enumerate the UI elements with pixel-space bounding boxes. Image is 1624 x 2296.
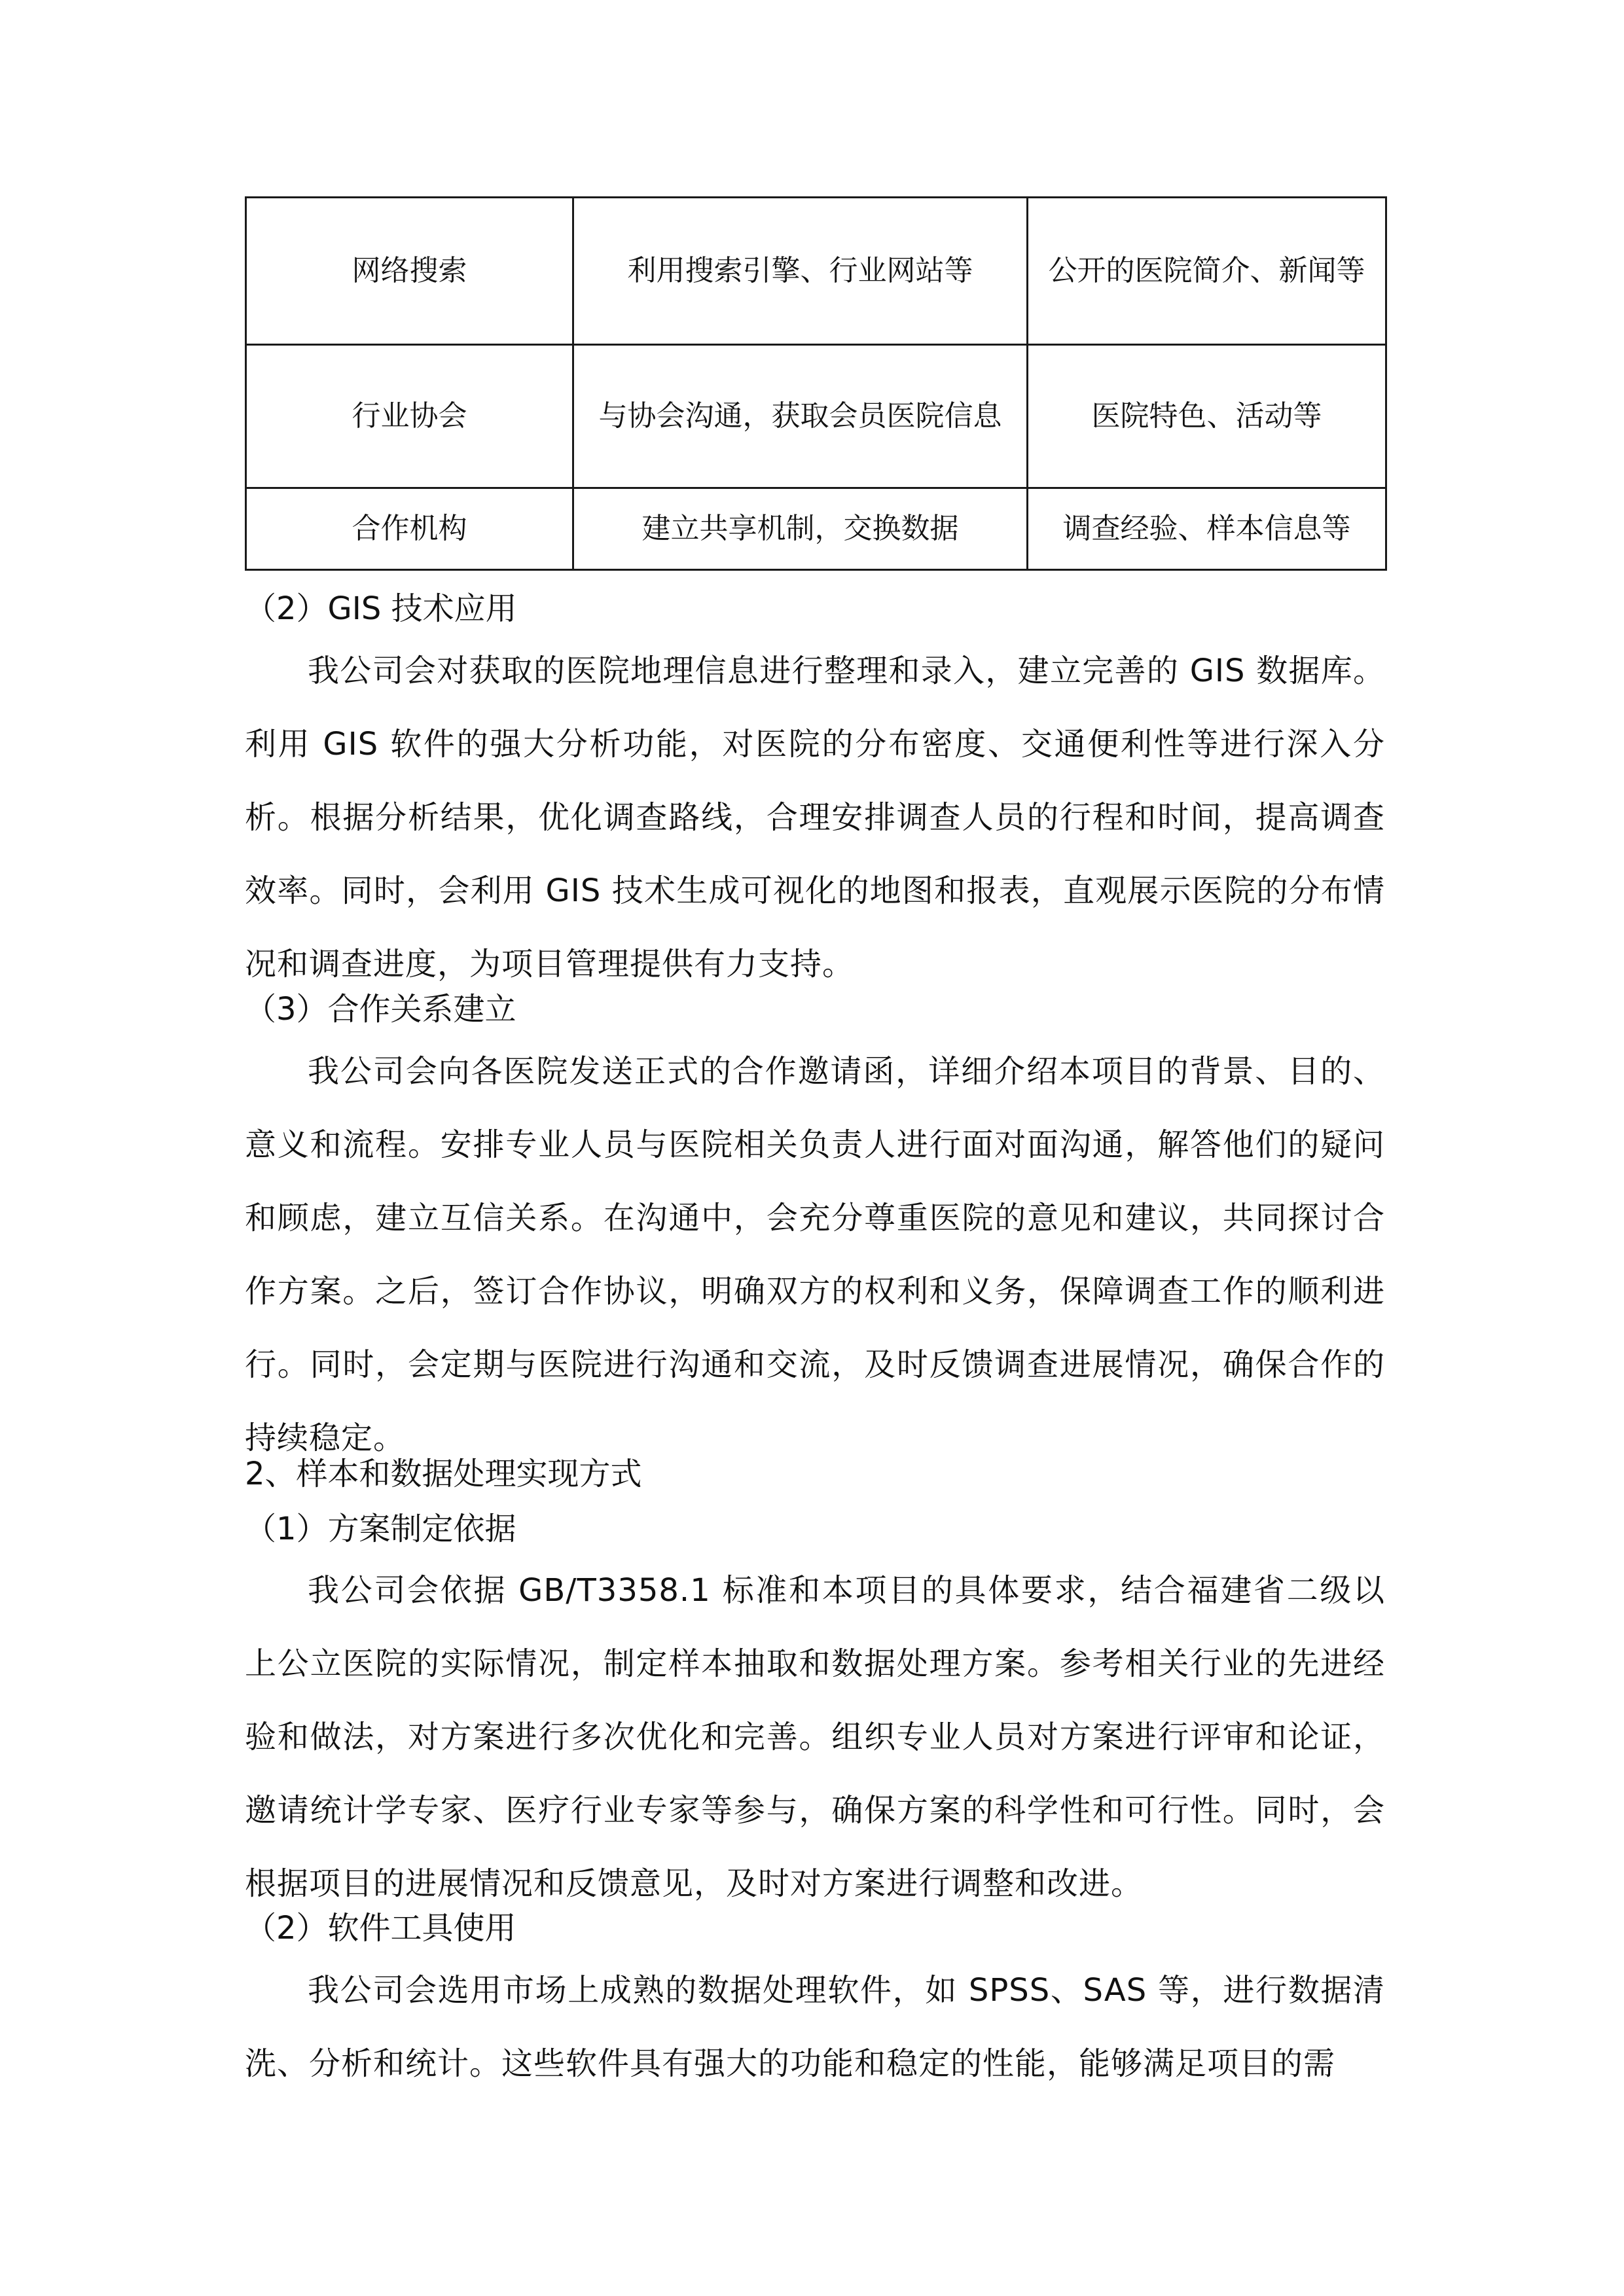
paragraph-cooperation: 我公司会向各医院发送正式的合作邀请函，详细介绍本项目的背景、目的、意义和流程。安排专业人员与医院相关负责人进行面对面沟通，解答他们的疑问和顾虑，建立互信关系。在沟通中，会充分尊重医院的意见和建议，共同探讨合作方案。之后，签订合作协议，明确双方的权利和义务，保障调查工作的顺利进行。同时，会定期与医院进行沟通和交流，及时反馈调查进展情况，确保合作的持续稳定。: [245, 1053, 1385, 1456]
table-cell-channel: 合作机构: [246, 488, 573, 570]
section-heading-gis: （2）GIS 技术应用: [245, 590, 517, 627]
table-cell-content: 医院特色、活动等: [1028, 345, 1386, 488]
section-heading-cooperation: （3）合作关系建立: [245, 991, 516, 1028]
table-cell-channel: 网络搜索: [246, 198, 573, 345]
paragraph-basis: 我公司会依据 GB/T3358.1 标准和本项目的具体要求，结合福建省二级以上公立医院的实际情况，制定样本抽取和数据处理方案。参考相关行业的先进经验和做法，对方案进行多次优化和完善。组织专业人员对方案进行评审和论证，邀请统计学专家、医疗行业专家等参与，确保方案的科学性和可行性。同时，会根据项目的进展情况和反馈意见，及时对方案进行调整和改进。: [245, 1572, 1385, 1902]
paragraph-gis: 我公司会对获取的医院地理信息进行整理和录入，建立完善的 GIS 数据库。利用 GIS 软件的强大分析功能，对医院的分布密度、交通便利性等进行深入分析。根据分析结果，优化调查路线，合理安排调查人员的行程和时间，提高调查效率。同时，会利用 GIS 技术生成可视化的地图和报表，直观展示医院的分布情况和调查进度，为项目管理提供有力支持。: [245, 653, 1385, 982]
table-cell-content: 调查经验、样本信息等: [1028, 488, 1386, 570]
section-heading-sample: 2、样本和数据处理实现方式: [245, 1456, 642, 1492]
section-heading-software: （2）软件工具使用: [245, 1910, 516, 1946]
table-row: [246, 488, 1386, 570]
table-row: [246, 198, 1386, 345]
table-row: [246, 345, 1386, 488]
table-cell-method: 建立共享机制，交换数据: [573, 488, 1028, 570]
info-source-table: [245, 196, 1387, 571]
table-cell-content: 公开的医院简介、新闻等: [1028, 198, 1386, 345]
paragraph-software: 我公司会选用市场上成熟的数据处理软件，如 SPSS、SAS 等，进行数据清洗、分析和统计。这些软件具有强大的功能和稳定的性能，能够满足项目的需: [245, 1972, 1385, 2082]
section-heading-basis: （1）方案制定依据: [245, 1511, 516, 1547]
table-cell-method: 与协会沟通，获取会员医院信息: [573, 345, 1028, 488]
table-cell-method: 利用搜索引擎、行业网站等: [573, 198, 1028, 345]
table-cell-channel: 行业协会: [246, 345, 573, 488]
